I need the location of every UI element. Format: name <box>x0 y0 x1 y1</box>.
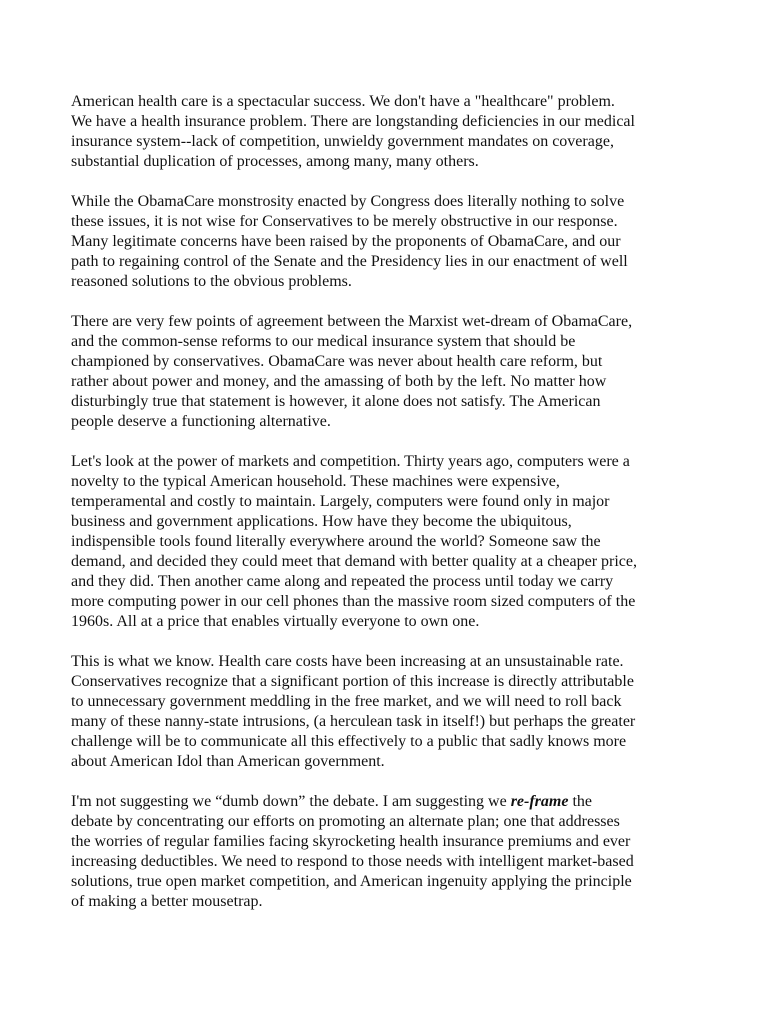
text-line: substantial duplication of processes, among many, many others. <box>71 153 479 170</box>
text-line: There are very few points of agreement between the Marxist wet-dream of ObamaCare, <box>71 313 633 330</box>
text-line: more computing power in our cell phones than the massive room sized computers of the <box>71 593 636 610</box>
text-line: temperamental and costly to maintain. Largely, computers were found only in major <box>71 493 610 510</box>
text-line: indispensible tools found literally everywhere around the world? Someone saw the <box>71 533 601 550</box>
paragraph-6 <box>71 792 731 912</box>
paragraph-3 <box>71 312 731 432</box>
text-line: This is what we know. Health care costs have been increasing at an unsustainable rate. <box>71 653 624 670</box>
text-line: rather about power and money, and the amassing of both by the left. No matter how <box>71 373 607 390</box>
text-line: of making a better mousetrap. <box>71 893 263 910</box>
text-line: While the ObamaCare monstrosity enacted by Congress does literally nothing to solve <box>71 193 625 210</box>
text-run: the <box>568 793 592 810</box>
text-line: about American Idol than American government. <box>71 753 385 770</box>
text-line: increasing deductibles. We need to respond to those needs with intelligent market-based <box>71 853 634 870</box>
text-line: Let's look at the power of markets and competition. Thirty years ago, computers were a <box>71 453 630 470</box>
text-line: demand, and decided they could meet that demand with better quality at a cheaper price, <box>71 553 637 570</box>
text-line: path to regaining control of the Senate and the Presidency lies in our enactment of well <box>71 253 628 270</box>
text-line: Conservatives recognize that a significant portion of this increase is directly attributable <box>71 673 634 690</box>
text-line: many of these nanny-state intrusions, (a herculean task in itself!) but perhaps the greater <box>71 713 636 730</box>
text-line: business and government applications. How have they become the ubiquitous, <box>71 513 572 530</box>
text-line: American health care is a spectacular success. We don't have a "healthcare" problem. <box>71 93 615 110</box>
text-line: the worries of regular families facing skyrocketing health insurance premiums and ever <box>71 833 631 850</box>
text-line: and they did. Then another came along and repeated the process until today we carry <box>71 573 614 590</box>
paragraph-2 <box>71 192 731 292</box>
text-line: 1960s. All at a price that enables virtually everyone to own one. <box>71 613 480 630</box>
document-body <box>71 92 731 932</box>
text-line: championed by conservatives. ObamaCare was never about health care reform, but <box>71 353 603 370</box>
text-line: Many legitimate concerns have been raised by the proponents of ObamaCare, and our <box>71 233 621 250</box>
text-line: debate by concentrating our efforts on promoting an alternate plan; one that addresses <box>71 813 620 830</box>
text-line: solutions, true open market competition, and American ingenuity applying the principle <box>71 873 632 890</box>
text-line: novelty to the typical American household. These machines were expensive, <box>71 473 560 490</box>
paragraph-4 <box>71 452 731 632</box>
emphasized-term: re-frame <box>510 793 569 810</box>
text-line: to unnecessary government meddling in the free market, and we will need to roll back <box>71 693 622 710</box>
text-line: challenge will be to communicate all this effectively to a public that sadly knows more <box>71 733 627 750</box>
text-line: insurance system--lack of competition, unwieldy government mandates on coverage, <box>71 133 614 150</box>
text-line: these issues, it is not wise for Conservatives to be merely obstructive in our response. <box>71 213 618 230</box>
text-line: reasoned solutions to the obvious problems. <box>71 273 352 290</box>
text-run: I'm not suggesting we “dumb down” the debate. I am suggesting we <box>71 793 511 810</box>
text-line: people deserve a functioning alternative. <box>71 413 331 430</box>
paragraph-5 <box>71 652 731 772</box>
text-line: disturbingly true that statement is however, it alone does not satisfy. The American <box>71 393 601 410</box>
text-line: We have a health insurance problem. There are longstanding deficiencies in our medical <box>71 113 635 130</box>
paragraph-1 <box>71 92 731 172</box>
text-line <box>71 792 731 812</box>
text-line: and the common-sense reforms to our medical insurance system that should be <box>71 333 576 350</box>
